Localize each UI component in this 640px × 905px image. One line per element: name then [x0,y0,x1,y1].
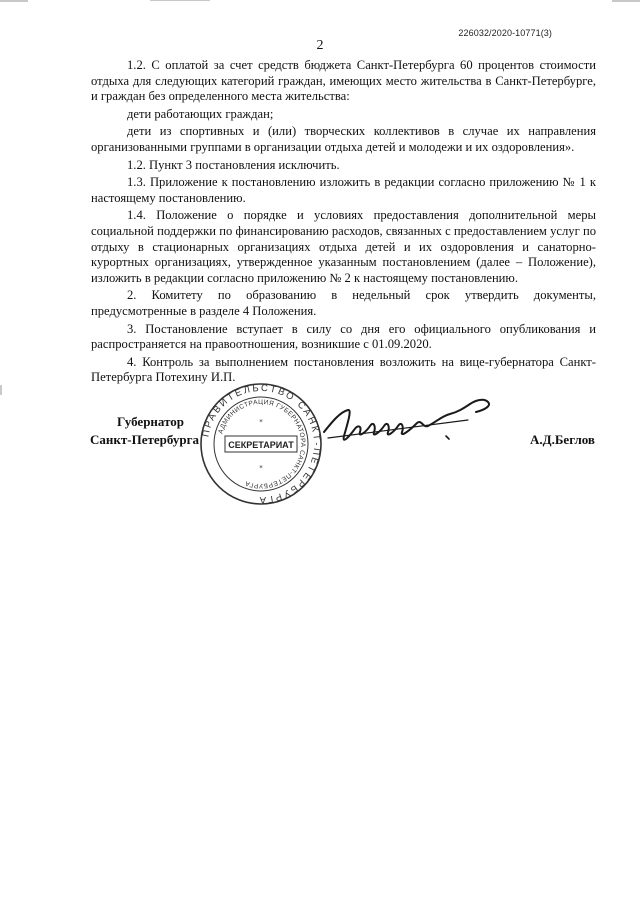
scan-artifact [150,0,210,1]
svg-text:*: * [259,464,263,472]
signer-name: А.Д.Беглов [530,432,595,447]
paragraph-2: 2. Комитету по образованию в недельный срок утвердить документы, предусмотренные в разделе 4 Положения. [91,288,596,318]
paragraph-children-working: дети работающих граждан; [127,106,274,121]
scan-artifact [0,0,28,2]
stamp-outer-text: ПРАВИТЕЛЬСТВО САНКТ-ПЕТЕРБУРГА [200,382,323,506]
handwritten-signature [318,392,508,458]
scan-artifact [0,385,2,395]
svg-text:*: * [259,418,263,426]
paragraph-children-teams: дети из спортивных и (или) творческих коллективов в случае их направления организованными группами в организации отдыха детей и молодежи и их оздоровления». [91,124,596,154]
scan-artifact [612,0,640,2]
page-number: 2 [316,38,324,53]
paragraph-1-2-exclude: 1.2. Пункт 3 постановления исключить. [127,157,340,172]
paragraph-1-2-payment: 1.2. С оплатой за счет средств бюджета Санкт-Петербурга 60 процентов стоимости отдыха для следующих категорий граждан, имеющих место жительства в Санкт-Петербурге, и граждан без определенного места жительства: [91,58,596,104]
paragraph-1-4: 1.4. Положение о порядке и условиях предоставления дополнительной меры социальной поддержки по финансированию расходов, связанных с предоставлением услуг по отдыху в стационарных организациях отдыха детей и их оздоровления и санаторно-курортных организациях, утвержденное указанным постановлением (далее – Положение), изложить в редакции согласно приложению № 2 к настоящему постановлению. [91,208,596,285]
document-id: 226032/2020-10771(3) [458,28,552,38]
paragraph-4: 4. Контроль за выполнением постановления возложить на вице-губернатора Санкт-Петербурга Потехину И.П. [91,354,596,385]
paragraph-3: 3. Постановление вступает в силу со дня его официального опубликования и распространяется на правоотношения, возникшие с 01.09.2020. [91,321,596,352]
official-stamp [199,382,323,506]
paragraph-1-3: 1.3. Приложение к постановлению изложить в редакции согласно приложению № 1 к настоящему постановлению. [91,175,596,205]
stamp-inner-text: АДМИНИСТРАЦИЯ ГУБЕРНАТОРА САНКТ-ПЕТЕРБУРГА [217,398,307,490]
signer-position-line1: Губернатор [117,414,185,429]
stamp-center-text: СЕКРЕТАРИАТ [228,440,294,450]
signer-position-line2: Санкт-Петербурга [90,432,199,447]
